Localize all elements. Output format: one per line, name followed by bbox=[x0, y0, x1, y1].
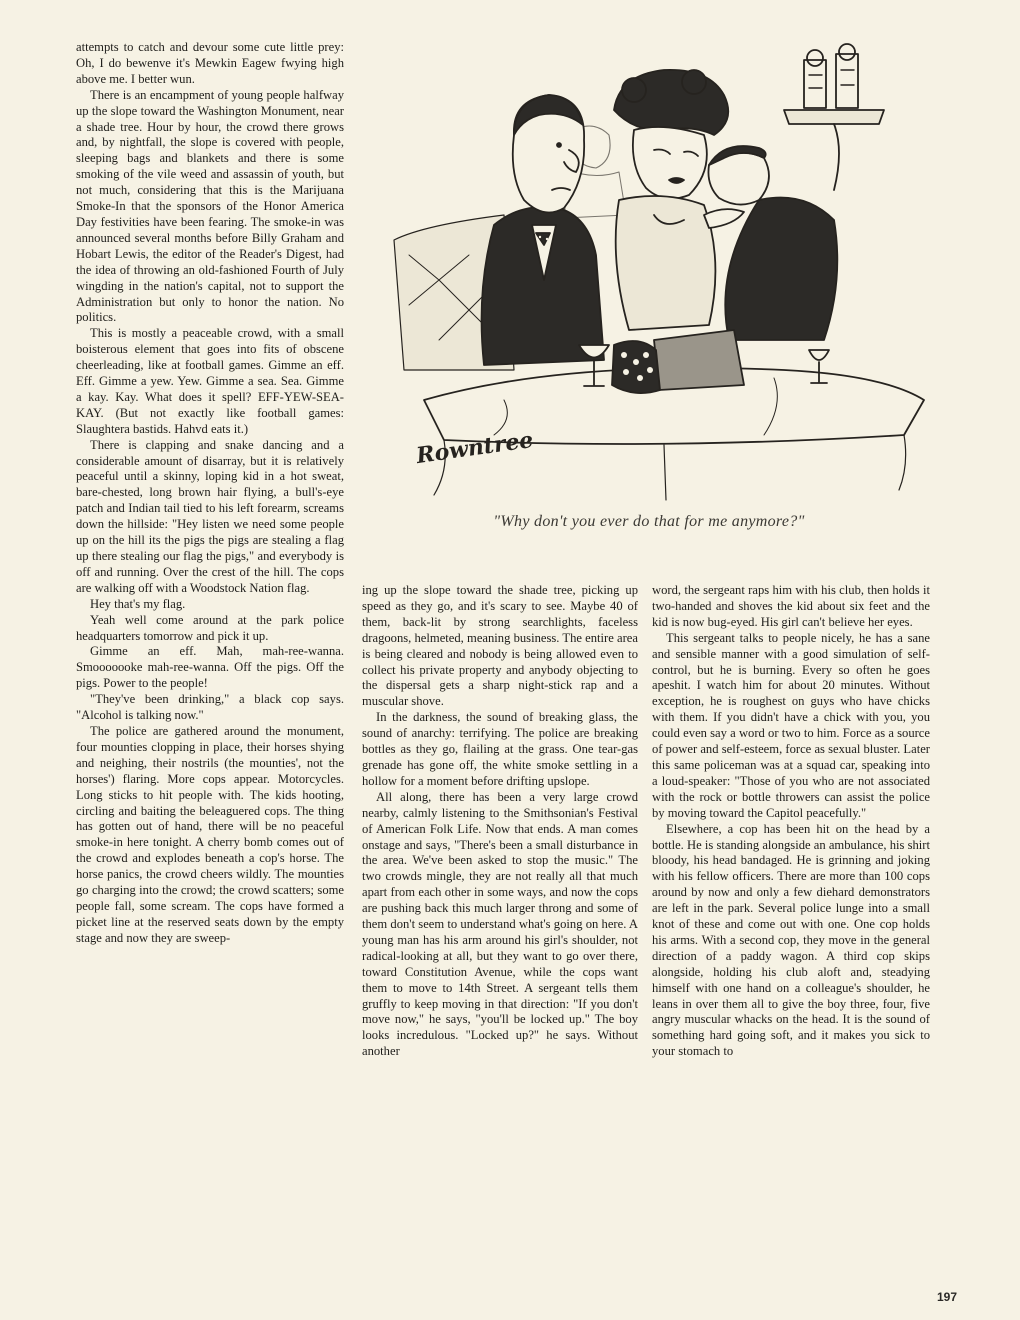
article-column-left bbox=[76, 40, 344, 947]
cartoon-caption: "Why don't you ever do that for me anymore?" bbox=[493, 513, 805, 530]
article-column-right bbox=[652, 583, 930, 1060]
paragraph: The police are gathered around the monument, four mounties clopping in place, their horses shying and neighing, their nostrils (the mounties', not the horses') flaring. More cops appear. Motorcycles. Long sticks to hit people with. The kids hooting, circling and baiting the beleaguered cops. The thing has gotten out of hand, there will be no peaceful smoke-in here tonight. A cherry bomb comes out of the crowd and explodes beneath a cop's horse. The horse panics, the crowd cheers wildly. The mounties go charging into the crowd; the crowd scatters; some people fall, some scream. The cops have formed a picket line at the reserved seats down by the empty stage and now they are sweep- bbox=[76, 723, 344, 945]
paragraph: "They've been drinking," a black cop says. "Alcohol is talking now." bbox=[76, 692, 344, 723]
article-column-middle bbox=[362, 583, 638, 1060]
paragraph: Yeah well come around at the park police headquarters tomorrow and pick it up. bbox=[76, 612, 344, 643]
paragraph: Hey that's my flag. bbox=[90, 596, 186, 611]
paragraph: In the darkness, the sound of breaking glass, the sound of anarchy: terrifying. The police are breaking bottles as they go, flailing at the grass. One tear-gas grenade has gone off, the white smoke settling in a hollow for a moment before drifting upslope. bbox=[362, 710, 638, 788]
cartoon-signature: Rowntree bbox=[414, 426, 535, 470]
cartoon-illustration bbox=[364, 40, 934, 510]
paragraph: attempts to catch and devour some cute little prey: Oh, I do bewenve it's Mewkin Eagew fwying high above me. I better wun. bbox=[76, 40, 344, 86]
page-number: 197 bbox=[937, 1290, 958, 1304]
paragraph: This is mostly a peaceable crowd, with a small boisterous element that goes into fits of obscene cheerleading, like at football games. Gimme an eff. Eff. Gimme a yew. Yew. Gimme a sea. Sea. Gimme a kay. Kay. What does it spell? EFF-YEW-SEA-KAY. (But not exactly like football games: Slaughtera bastids. Hahvd eats it.) bbox=[76, 326, 344, 436]
paragraph: ing up the slope toward the shade tree, picking up speed as they go, and it's scary to see. Maybe 40 of them, back-lit by strong searchlights, faceless dragoons, helmeted, meaning business. The entire area is being cleared and nobody is being allowed even to collect his private property and anybody objecting to the dispersal gets a sharp night-stick rap and a muscular shove. bbox=[362, 583, 638, 709]
paragraph: There is clapping and snake dancing and a considerable amount of disarray, but it is relatively peaceful until a skinny, loping kid in a hot sweat, bare-chested, long brown hair flying, a bull's-eye patch and Indian tail tied to his left forearm, screams down the hillside: "Hey listen we need some people up on the hill its the pigs the pigs are stealing a flag up there stealing our flag the pigs," and everybody is off and running. Over the crest of the hill. The cops are walking off with a Woodstock Nation flag. bbox=[76, 437, 344, 595]
paragraph: word, the sergeant raps him with his club, then holds it two-handed and shoves the kid about six feet and the kid is now bug-eyed. His girl can't believe her eyes. bbox=[652, 583, 930, 629]
paragraph: Gimme an eff. Mah, mah-ree-wanna. Smooooooke mah-ree-wanna. Off the pigs. Off the pigs. Power to the people! bbox=[76, 644, 344, 691]
paragraph: There is an encampment of young people halfway up the slope toward the Washington Monument, near a shade tree. Hour by hour, the crowd there grows and, by nightfall, the slope is covered with people, sleeping bags and blankets and there is some smoking of the vile weed and assassin of youth, but not much, considering that this is the Marijuana Smoke-In that the sponsors of the Honor America Day festivities have been fearing. The smoke-in was announced several months before Billy Graham and Hobart Lewis, the editor of the Reader's Digest, had the idea of throwing an old-fashioned Fourth of July wingding in the nation's capital, not to support the Administration but only to honor the nation. No politics. bbox=[76, 87, 344, 325]
paragraph: Elsewhere, a cop has been hit on the head by a bottle. He is standing alongside an ambulance, his shirt bloody, his head bandaged. He is grinning and joking with his fellow officers. There are more than 100 cops around by now and only a few diehard demonstrators are left in the park. Several police lunge into a small knot of these and come out with one. One cop holds his arms. With a second cop, they move in the general direction of a paddy wagon. A third cop skips alongside, holding his club aloft and, steadying himself with one hand on a colleague's shoulder, he leans in over them all to give the boy three, four, five angry muscular whacks on the head. It is the sound of something hard going soft, and it makes you sick to your stomach to bbox=[652, 821, 930, 1059]
paragraph: This sergeant talks to people nicely, he has a sane and sensible manner with a good simulation of self-control, but he is burning. Every so often he goes apeshit. I watch him for about 20 minutes. Without exception, he is roughest on guys who have chicks with them. If you didn't have a chick with you, you could even say a word or two to him. Force as a source of power and self-esteem, force as sexual bluster. Later this same policeman was at a squad car, speaking into a loud-speaker: "Those of you who are not associated with the rock or bottle throwers can assist the police by moving toward the Capitol peacefully." bbox=[652, 630, 930, 820]
paragraph: All along, there has been a very large crowd nearby, calmly listening to the Smithsonian's Festival of American Folk Life. Now that ends. A man comes onstage and says, "There's been a small disturbance in the area. We've been asked to stop the music." The two crowds mingle, they are not really all that much apart from each other in some ways, and now the cops are pushing back this much larger throng and some of them don't seem to understand what's going on here. A young man has his arm around his girl's shoulder, not radical-looking at all, but they want to go over there, toward Constitution Avenue, while the cops want them to move to 14th Street. A sergeant tells them gruffly to keep moving in that direction: "If you don't move now," he says, "you'll be locked up." The boy looks incredulous. "Locked up?" he says. Without another bbox=[362, 789, 638, 1059]
